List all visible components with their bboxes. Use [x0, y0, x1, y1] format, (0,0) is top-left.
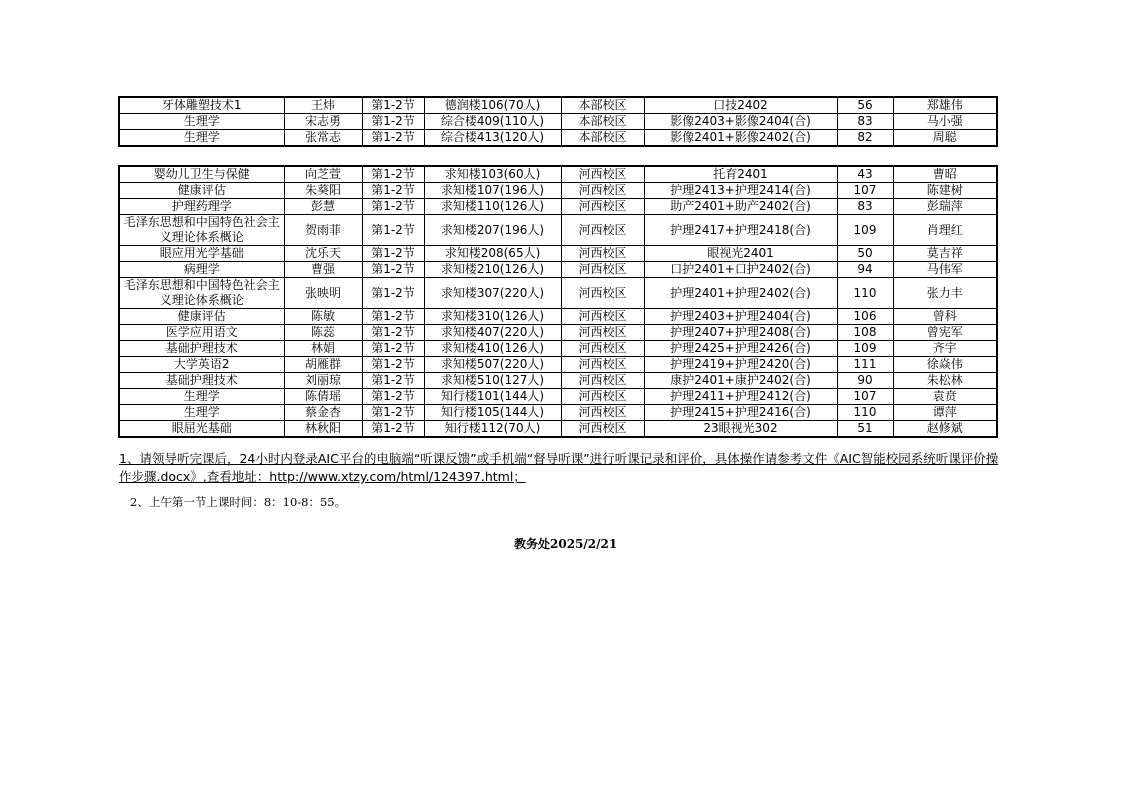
note-listening-feedback: 1、请领导听完课后，24小时内登录AIC平台的电脑端“听课反馈”或手机端“督导听课”进行听课记录和评价，具体操作请参考文件《AIC智能校园系统听课评价操作步骤.docx》,查看地址：http://www.xtzy.com/html/124397.html；: [119, 451, 999, 484]
teacher-cell: 宋志勇: [284, 114, 362, 130]
period-cell: 第1-2节: [362, 199, 424, 215]
course-cell: 生理学: [119, 114, 284, 130]
table-row: [119, 389, 997, 405]
teacher-cell: 王炜: [284, 97, 362, 114]
supervisor-cell: 袁贲: [893, 389, 997, 405]
table-row: [119, 309, 997, 325]
period-cell: 第1-2节: [362, 262, 424, 278]
count-cell: 83: [837, 199, 893, 215]
footer-issuer-date: 教务处2025/2/21: [514, 537, 618, 551]
class-cell: 康护2401+康护2402(合): [644, 373, 837, 389]
course-cell: 护理药理学: [119, 199, 284, 215]
supervisor-cell: 肖理红: [893, 215, 997, 246]
table-row: [119, 421, 997, 438]
teacher-cell: 林秋阳: [284, 421, 362, 438]
table-row: [119, 97, 997, 114]
room-cell: 求知楼110(126人): [424, 199, 561, 215]
course-cell: 生理学: [119, 130, 284, 147]
table-row: [119, 215, 997, 246]
room-cell: 德润楼106(70人): [424, 97, 561, 114]
campus-cell: 河西校区: [561, 325, 644, 341]
course-cell: 病理学: [119, 262, 284, 278]
campus-cell: 河西校区: [561, 373, 644, 389]
room-cell: 求知楼210(126人): [424, 262, 561, 278]
supervisor-cell: 谭萍: [893, 405, 997, 421]
room-cell: 求知楼103(60人): [424, 166, 561, 183]
schedule-table-hexi-campus: [118, 165, 998, 438]
room-cell: 知行楼112(70人): [424, 421, 561, 438]
period-cell: 第1-2节: [362, 166, 424, 183]
room-cell: 求知楼510(127人): [424, 373, 561, 389]
teacher-cell: 陈敏: [284, 309, 362, 325]
count-cell: 50: [837, 246, 893, 262]
period-cell: 第1-2节: [362, 183, 424, 199]
table-row: [119, 166, 997, 183]
count-cell: 110: [837, 278, 893, 309]
teacher-cell: 陈蕊: [284, 325, 362, 341]
teacher-cell: 蔡金杏: [284, 405, 362, 421]
course-cell: 毛泽东思想和中国特色社会主义理论体系概论: [119, 278, 284, 309]
room-cell: 知行楼101(144人): [424, 389, 561, 405]
supervisor-cell: 徐焱伟: [893, 357, 997, 373]
class-cell: 托育2401: [644, 166, 837, 183]
supervisor-cell: 莫吉祥: [893, 246, 997, 262]
period-cell: 第1-2节: [362, 309, 424, 325]
count-cell: 82: [837, 130, 893, 147]
table-row: [119, 373, 997, 389]
teacher-cell: 朱葵阳: [284, 183, 362, 199]
table-row: [119, 183, 997, 199]
period-cell: 第1-2节: [362, 341, 424, 357]
count-cell: 108: [837, 325, 893, 341]
count-cell: 111: [837, 357, 893, 373]
room-cell: 综合楼413(120人): [424, 130, 561, 147]
supervisor-cell: 曹昭: [893, 166, 997, 183]
period-cell: 第1-2节: [362, 114, 424, 130]
supervisor-cell: 彭瑞萍: [893, 199, 997, 215]
campus-cell: 河西校区: [561, 421, 644, 438]
period-cell: 第1-2节: [362, 278, 424, 309]
course-cell: 生理学: [119, 389, 284, 405]
class-cell: 影像2403+影像2404(合): [644, 114, 837, 130]
course-cell: 牙体雕塑技术1: [119, 97, 284, 114]
class-cell: 口护2401+口护2402(合): [644, 262, 837, 278]
supervisor-cell: 周聪: [893, 130, 997, 147]
teacher-cell: 林娟: [284, 341, 362, 357]
supervisor-cell: 马小强: [893, 114, 997, 130]
campus-cell: 河西校区: [561, 405, 644, 421]
course-cell: 眼应用光学基础: [119, 246, 284, 262]
supervisor-cell: 马伟军: [893, 262, 997, 278]
supervisor-cell: 赵修斌: [893, 421, 997, 438]
count-cell: 43: [837, 166, 893, 183]
course-cell: 大学英语2: [119, 357, 284, 373]
room-cell: 求知楼410(126人): [424, 341, 561, 357]
period-cell: 第1-2节: [362, 215, 424, 246]
supervisor-cell: 陈建树: [893, 183, 997, 199]
room-cell: 求知楼310(126人): [424, 309, 561, 325]
class-cell: 护理2425+护理2426(合): [644, 341, 837, 357]
course-cell: 健康评估: [119, 183, 284, 199]
class-cell: 助产2401+助产2402(合): [644, 199, 837, 215]
table-row: [119, 114, 997, 130]
room-cell: 求知楼207(196人): [424, 215, 561, 246]
teacher-cell: 沈乐天: [284, 246, 362, 262]
table-row: [119, 341, 997, 357]
count-cell: 94: [837, 262, 893, 278]
table-row: [119, 130, 997, 147]
teacher-cell: 刘丽琼: [284, 373, 362, 389]
class-cell: 护理2403+护理2404(合): [644, 309, 837, 325]
teacher-cell: 彭慧: [284, 199, 362, 215]
count-cell: 106: [837, 309, 893, 325]
teacher-cell: 张映明: [284, 278, 362, 309]
campus-cell: 河西校区: [561, 357, 644, 373]
campus-cell: 本部校区: [561, 97, 644, 114]
class-cell: 影像2401+影像2402(合): [644, 130, 837, 147]
supervisor-cell: 朱松林: [893, 373, 997, 389]
table-row: [119, 278, 997, 309]
campus-cell: 本部校区: [561, 130, 644, 147]
teacher-cell: 胡雁群: [284, 357, 362, 373]
supervisor-cell: 张力丰: [893, 278, 997, 309]
table-row: [119, 246, 997, 262]
table-row: [119, 199, 997, 215]
table-row: [119, 262, 997, 278]
campus-cell: 河西校区: [561, 215, 644, 246]
campus-cell: 本部校区: [561, 114, 644, 130]
class-cell: 23眼视光302: [644, 421, 837, 438]
period-cell: 第1-2节: [362, 130, 424, 147]
course-cell: 基础护理技术: [119, 373, 284, 389]
count-cell: 109: [837, 341, 893, 357]
supervisor-cell: 郑雄伟: [893, 97, 997, 114]
room-cell: 求知楼107(196人): [424, 183, 561, 199]
period-cell: 第1-2节: [362, 325, 424, 341]
campus-cell: 河西校区: [561, 278, 644, 309]
period-cell: 第1-2节: [362, 421, 424, 438]
teacher-cell: 曹强: [284, 262, 362, 278]
room-cell: 综合楼409(110人): [424, 114, 561, 130]
class-cell: 护理2419+护理2420(合): [644, 357, 837, 373]
class-cell: 护理2401+护理2402(合): [644, 278, 837, 309]
course-cell: 医学应用语文: [119, 325, 284, 341]
period-cell: 第1-2节: [362, 373, 424, 389]
teacher-cell: 陈倩瑶: [284, 389, 362, 405]
campus-cell: 河西校区: [561, 389, 644, 405]
course-cell: 基础护理技术: [119, 341, 284, 357]
class-cell: 眼视光2401: [644, 246, 837, 262]
class-cell: 护理2413+护理2414(合): [644, 183, 837, 199]
table-row: [119, 357, 997, 373]
period-cell: 第1-2节: [362, 357, 424, 373]
period-cell: 第1-2节: [362, 97, 424, 114]
campus-cell: 河西校区: [561, 246, 644, 262]
period-cell: 第1-2节: [362, 405, 424, 421]
campus-cell: 河西校区: [561, 309, 644, 325]
table-row: [119, 325, 997, 341]
count-cell: 83: [837, 114, 893, 130]
note-class-time: 2、上午第一节上课时间：8：10-8：55。: [130, 495, 347, 509]
class-cell: 护理2415+护理2416(合): [644, 405, 837, 421]
course-cell: 生理学: [119, 405, 284, 421]
room-cell: 求知楼208(65人): [424, 246, 561, 262]
schedule-table-main-campus: [118, 96, 998, 147]
class-cell: 护理2407+护理2408(合): [644, 325, 837, 341]
campus-cell: 河西校区: [561, 166, 644, 183]
room-cell: 求知楼307(220人): [424, 278, 561, 309]
course-cell: 眼屈光基础: [119, 421, 284, 438]
room-cell: 知行楼105(144人): [424, 405, 561, 421]
room-cell: 求知楼507(220人): [424, 357, 561, 373]
table-row: [119, 405, 997, 421]
room-cell: 求知楼407(220人): [424, 325, 561, 341]
course-cell: 健康评估: [119, 309, 284, 325]
count-cell: 56: [837, 97, 893, 114]
count-cell: 107: [837, 183, 893, 199]
class-cell: 口技2402: [644, 97, 837, 114]
campus-cell: 河西校区: [561, 183, 644, 199]
period-cell: 第1-2节: [362, 389, 424, 405]
campus-cell: 河西校区: [561, 341, 644, 357]
teacher-cell: 贺雨菲: [284, 215, 362, 246]
campus-cell: 河西校区: [561, 199, 644, 215]
period-cell: 第1-2节: [362, 246, 424, 262]
supervisor-cell: 曾科: [893, 309, 997, 325]
class-cell: 护理2411+护理2412(合): [644, 389, 837, 405]
count-cell: 109: [837, 215, 893, 246]
count-cell: 51: [837, 421, 893, 438]
count-cell: 107: [837, 389, 893, 405]
teacher-cell: 向芝萱: [284, 166, 362, 183]
count-cell: 90: [837, 373, 893, 389]
count-cell: 110: [837, 405, 893, 421]
course-cell: 毛泽东思想和中国特色社会主义理论体系概论: [119, 215, 284, 246]
class-cell: 护理2417+护理2418(合): [644, 215, 837, 246]
supervisor-cell: 曾宪军: [893, 325, 997, 341]
course-cell: 婴幼儿卫生与保健: [119, 166, 284, 183]
supervisor-cell: 齐宇: [893, 341, 997, 357]
campus-cell: 河西校区: [561, 262, 644, 278]
teacher-cell: 张常志: [284, 130, 362, 147]
